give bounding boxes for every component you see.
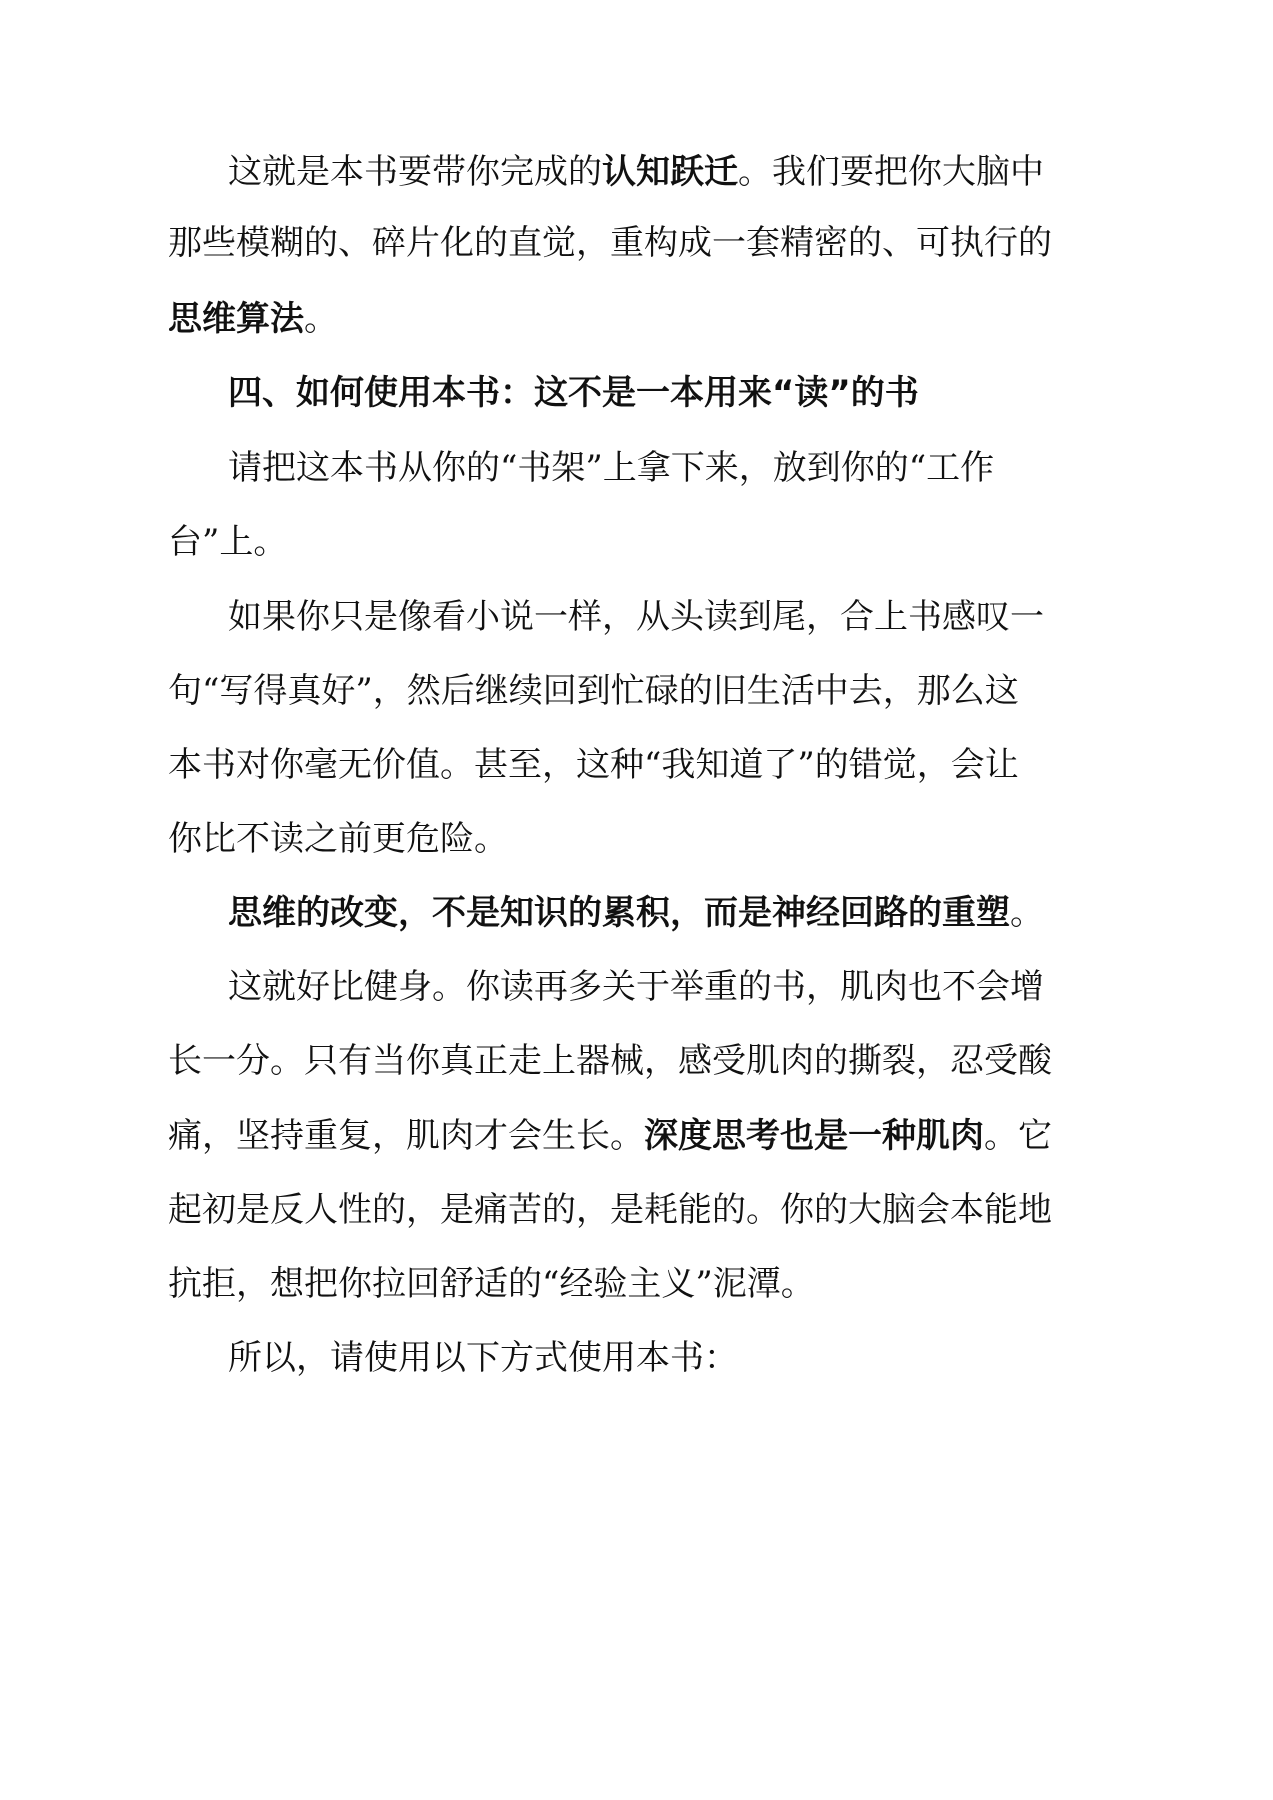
bold-text: 认知跃迁: [602, 152, 738, 192]
body-text: 长一分。只有当你真正走上器械，感受肌肉的撕裂，忍受酸: [168, 1041, 1052, 1081]
text-line: [168, 213, 1052, 273]
body-text: 这就好比健身。你读再多关于举重的书，肌肉也不会增: [228, 967, 1044, 1007]
body-text: 所以，请使用以下方式使用本书：: [228, 1338, 738, 1378]
body-text: 句“写得真好”，然后继续回到忙碌的旧生活中去，那么这: [168, 671, 1019, 711]
text-line: [228, 1328, 1273, 1388]
text-line: [228, 438, 994, 498]
body-text: 痛，坚持重复，肌肉才会生长。: [168, 1116, 644, 1156]
text-line: [228, 883, 1273, 943]
body-text: 。: [304, 299, 338, 339]
body-text: 。我们要把你大脑中: [738, 152, 1044, 192]
text-line: [168, 289, 1273, 349]
body-text: 抗拒，想把你拉回舒适的“经验主义”泥潭。: [168, 1264, 815, 1304]
body-text: 本书对你毫无价值。甚至，这种“我知道了”的错觉，会让: [168, 745, 1019, 785]
bold-text: 四、如何使用本书：这不是一本用来“读”的书: [228, 373, 919, 413]
bold-text: 思维算法: [168, 299, 304, 339]
text-line: [168, 661, 1019, 721]
text-line: [168, 1106, 1052, 1166]
text-line: [168, 1180, 1052, 1240]
text-line: [168, 809, 1273, 869]
text-line: [228, 142, 1044, 202]
bold-text: 思维的改变，不是知识的累积，而是神经回路的重塑: [228, 893, 1010, 933]
text-line: [168, 1031, 1052, 1091]
body-text: 如果你只是像看小说一样，从头读到尾，合上书感叹一: [228, 597, 1044, 637]
text-line: [168, 735, 1019, 795]
body-text: 请把这本书从你的“书架”上拿下来，放到你的“工作: [228, 448, 995, 488]
body-text: 起初是反人性的，是痛苦的，是耗能的。你的大脑会本能地: [168, 1190, 1052, 1230]
text-line: [168, 512, 1273, 572]
body-text: 你比不读之前更危险。: [168, 819, 508, 859]
text-line: [228, 587, 1044, 647]
text-line: [228, 957, 1044, 1017]
body-text: 这就是本书要带你完成的: [228, 152, 602, 192]
text-line: [168, 1254, 1273, 1314]
text-line: [228, 363, 1273, 423]
body-text: 那些模糊的、碎片化的直觉，重构成一套精密的、可执行的: [168, 223, 1052, 263]
body-text: 。它: [984, 1116, 1052, 1156]
body-text: 。: [1010, 893, 1044, 933]
body-text: 台”上。: [168, 522, 288, 562]
bold-text: 深度思考也是一种肌肉: [644, 1116, 984, 1156]
